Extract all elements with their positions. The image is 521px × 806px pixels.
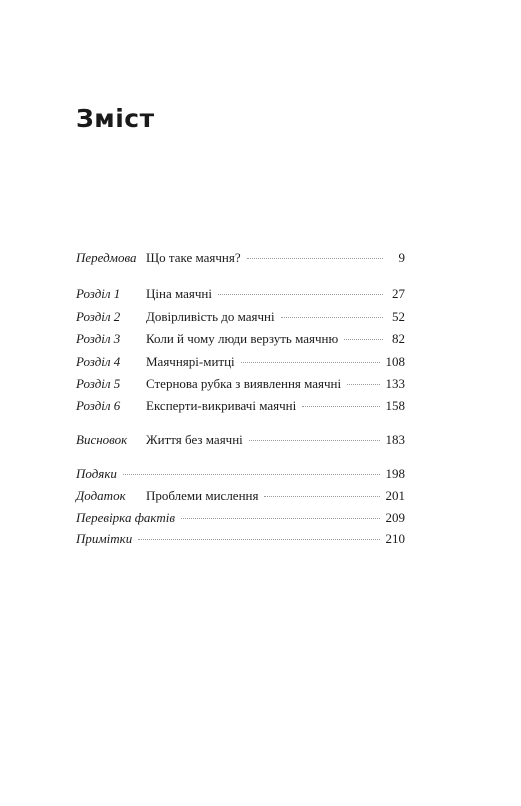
dot-leader (302, 406, 379, 407)
page-title: Зміст (76, 104, 155, 133)
dot-leader (241, 362, 380, 363)
toc-entry-label: Розділ 5 (76, 376, 121, 391)
toc-entry-title: Стернова рубка з виявлення маячні (146, 376, 342, 391)
toc-entry-title: Проблеми мислення (146, 488, 259, 503)
toc-entry-title: Експерти-викривачі маячні (146, 398, 297, 413)
dot-leader (123, 474, 380, 475)
toc-entry-page: 52 (392, 309, 405, 324)
toc-entry-label: Примітки (76, 531, 133, 546)
dot-leader (247, 258, 383, 259)
toc-entry-title: Маячнярі-митці (146, 354, 235, 369)
toc-entry-label: Розділ 2 (76, 309, 121, 324)
toc-entry-conclusion[interactable] (76, 430, 405, 450)
dot-leader (347, 384, 379, 385)
dot-leader (264, 496, 379, 497)
toc-entry-title: Коли й чому люди верзуть маячню (146, 331, 339, 346)
toc-entry-page: 108 (385, 354, 405, 369)
toc-entry-label: Висновок (76, 432, 128, 447)
toc-entry-chapter-2[interactable] (76, 307, 405, 327)
toc-entry-page: 201 (385, 488, 405, 503)
toc-entry-label: Додаток (76, 488, 126, 503)
toc-entry-foreword[interactable] (76, 248, 405, 268)
toc-entry-title: Довірливість до маячні (146, 309, 275, 324)
toc-entry-chapter-1[interactable] (76, 284, 405, 304)
toc-entry-label: Розділ 1 (76, 286, 121, 301)
toc-entry-page: 183 (385, 432, 405, 447)
toc-entry-appendix[interactable] (76, 486, 405, 506)
toc-entry-page: 133 (385, 376, 405, 391)
toc-entry-chapter-5[interactable] (76, 374, 405, 394)
toc-entry-notes[interactable] (76, 529, 405, 549)
toc-entry-page: 209 (385, 510, 405, 525)
dot-leader (281, 317, 383, 318)
toc-entry-label: Передмова (76, 250, 137, 265)
toc-entry-chapter-6[interactable] (76, 396, 405, 416)
dot-leader (181, 518, 380, 519)
toc-entry-chapter-4[interactable] (76, 352, 405, 372)
dot-leader (344, 339, 383, 340)
dot-leader (138, 539, 379, 540)
dot-leader (218, 294, 383, 295)
dot-leader (249, 440, 380, 441)
toc-entry-acknowledgements[interactable] (76, 464, 405, 484)
toc-entry-page: 9 (398, 250, 405, 265)
toc-entry-page: 198 (385, 466, 405, 481)
toc-entry-title: Ціна маячні (146, 286, 212, 301)
toc-entry-label: Розділ 4 (76, 354, 121, 369)
toc-entry-chapter-3[interactable] (76, 329, 405, 349)
toc-entry-label: Розділ 6 (76, 398, 121, 413)
toc-entry-label: Перевірка фактів (76, 510, 175, 525)
toc-entry-title: Що таке маячня? (146, 250, 241, 265)
toc-entry-page: 210 (385, 531, 405, 546)
toc-entry-label: Подяки (76, 466, 117, 481)
toc-entry-page: 158 (385, 398, 405, 413)
toc-entry-page: 27 (392, 286, 405, 301)
toc-entry-title: Життя без маячні (146, 432, 243, 447)
toc-entry-label: Розділ 3 (76, 331, 121, 346)
toc-entry-fact-check[interactable] (76, 508, 405, 528)
toc-entry-page: 82 (392, 331, 405, 346)
